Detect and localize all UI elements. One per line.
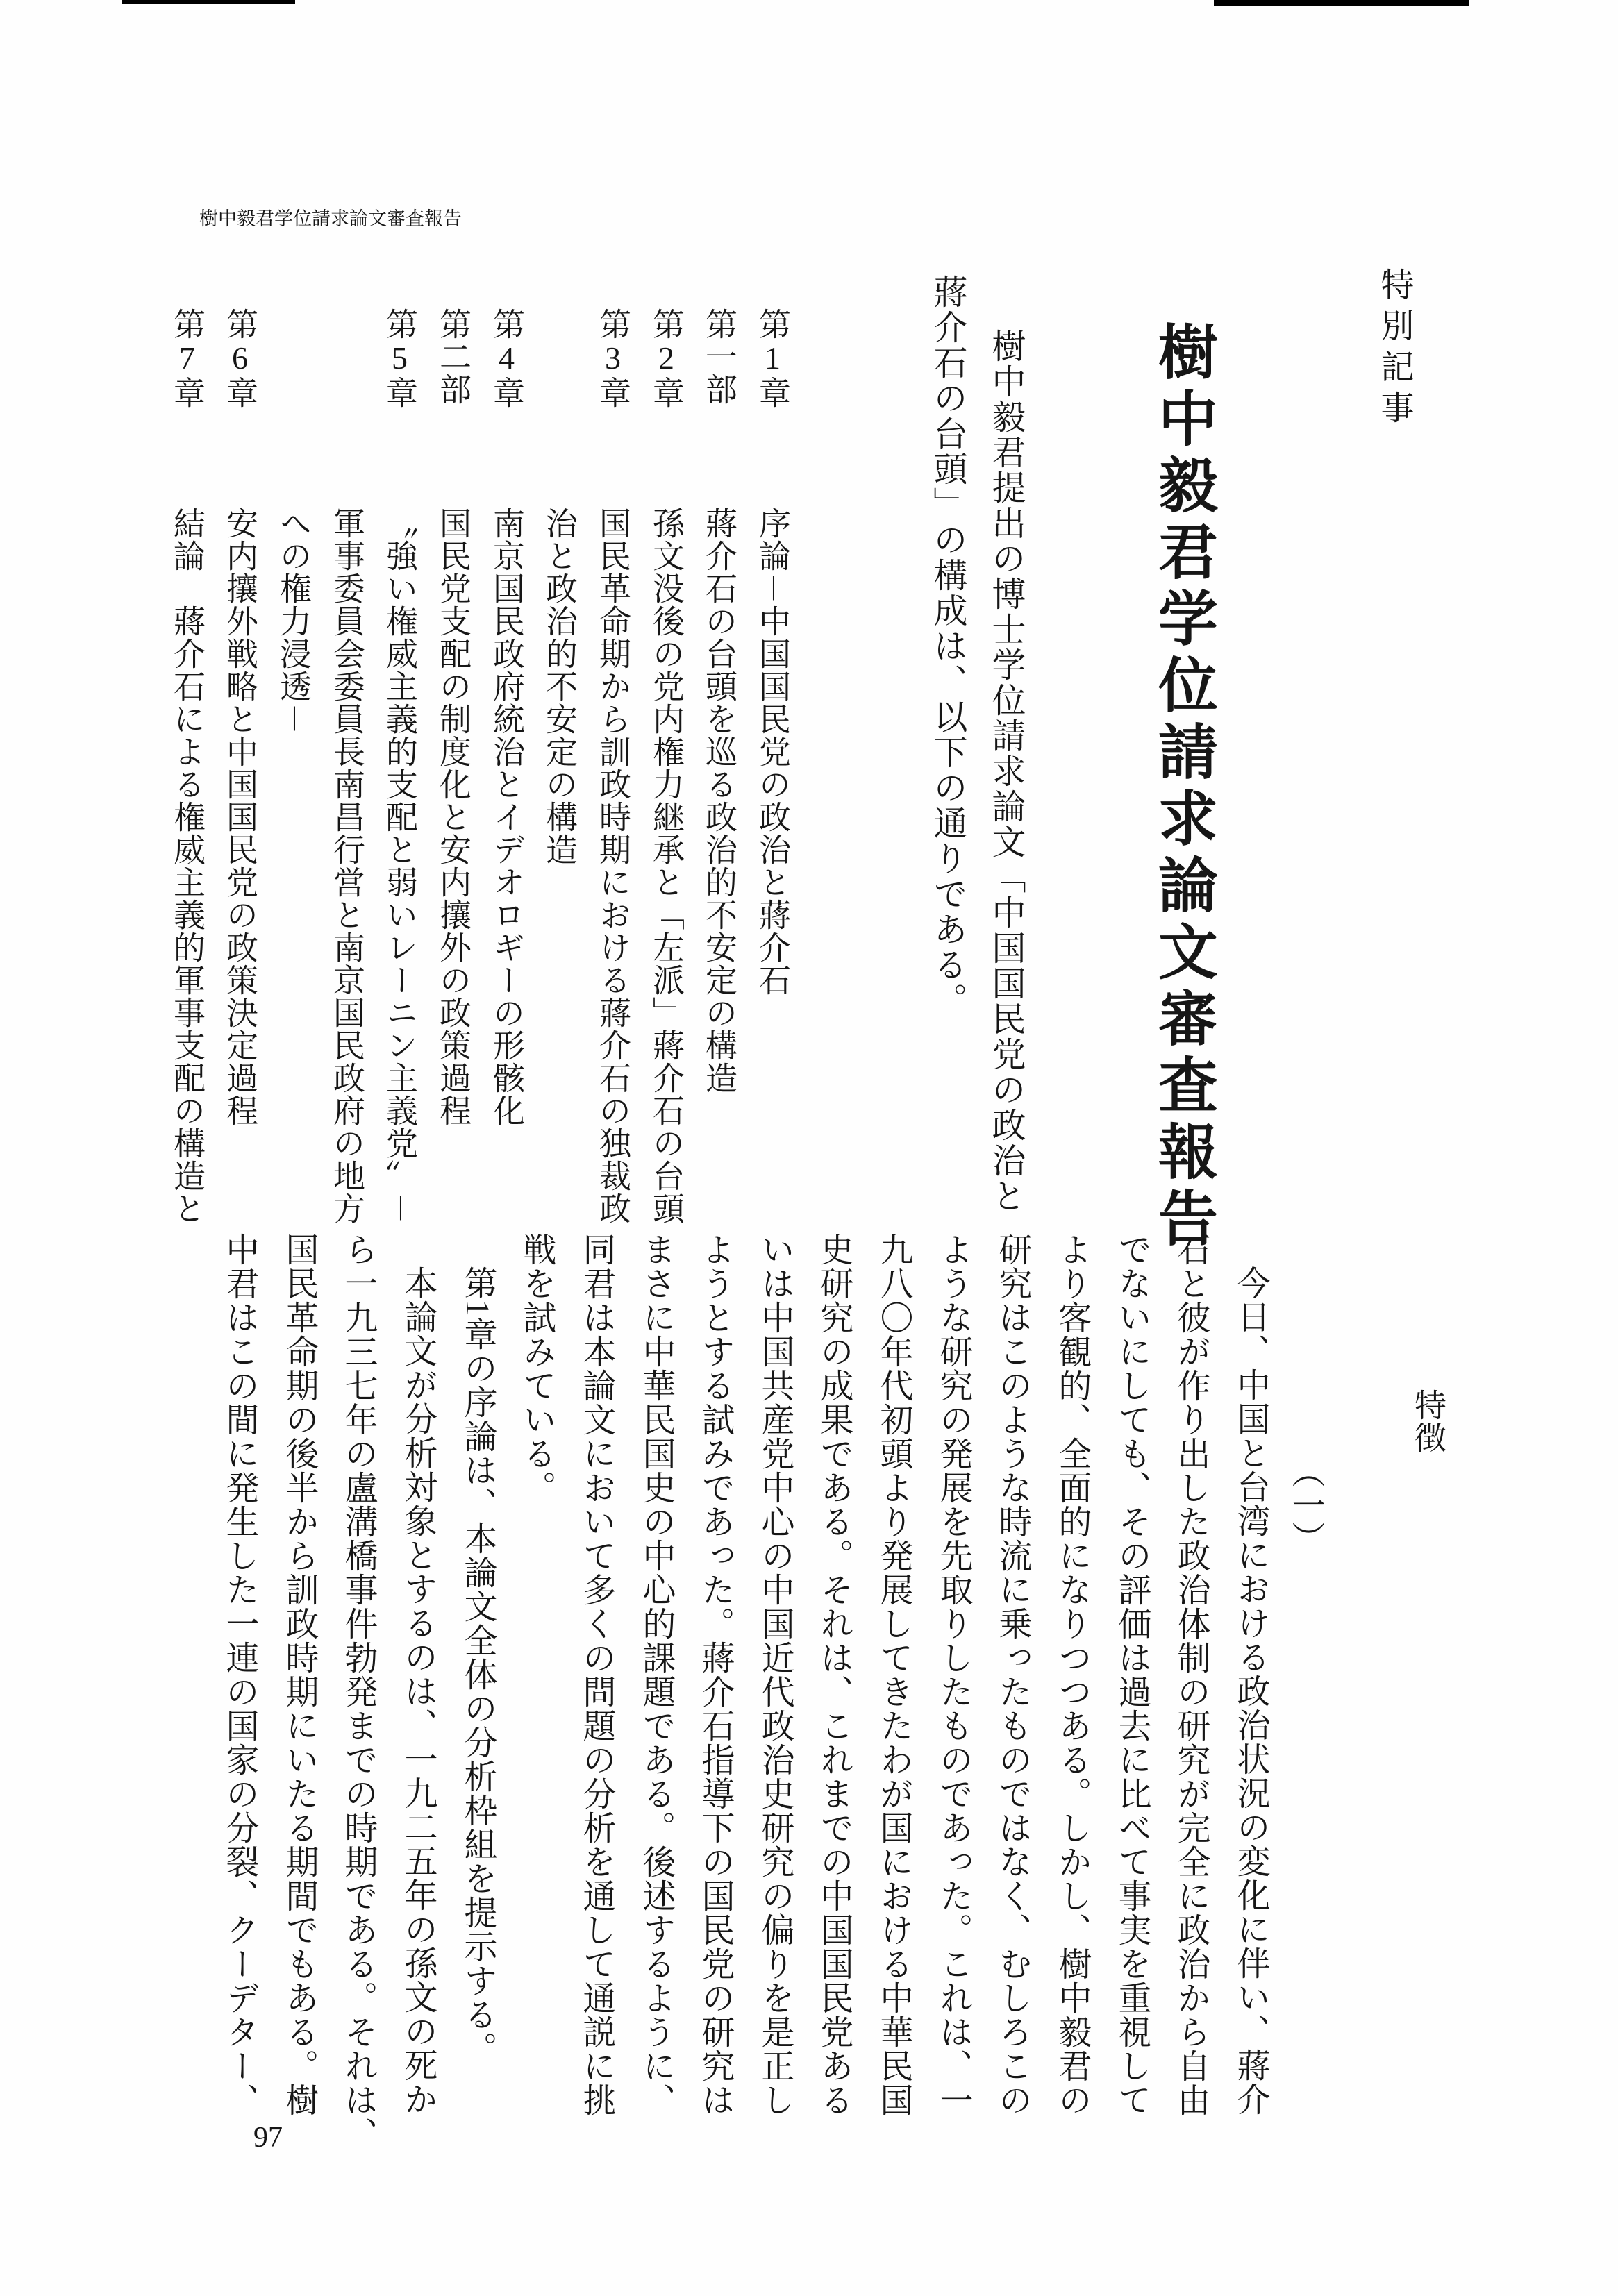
body-column: ような研究の発展を先取りしたものであった。これは、一 — [935, 1232, 971, 2117]
toc-chapter-number: 第3章 — [595, 308, 631, 409]
intro-line: 樹中毅君提出の博士学位請求論文「中国国民党の政治と — [987, 328, 1026, 1214]
body-column: 九八〇年代初頭より発展してきたわが国における中華民国 — [875, 1232, 912, 2117]
page-title: 樹中毅君学位請求論文審査報告 — [1149, 321, 1216, 1254]
toc-chapter-title: 安内攘外戦略と中国国民党の政策決定過程 — [222, 507, 258, 1127]
scan-artifact — [122, 0, 295, 4]
body-column: でないにしても、その評価は過去に比べて事実を重視して — [1113, 1232, 1150, 2117]
intro-line: 蔣介石の台頭」の構成は、以下の通りである。 — [929, 274, 967, 1018]
toc-chapter-number: 第4章 — [489, 308, 524, 409]
body-column: ら一九三七年の盧溝橋事件勃発までの時期である。それは、 — [340, 1232, 376, 2151]
body-column: 本論文が分析対象とするのは、一九二五年の孫文の死か — [399, 1266, 436, 2116]
masthead-section-label: 特別記事 — [1376, 267, 1412, 431]
toc-title-runover: 軍事委員会委員長南昌行営と南京国民政府の地方 — [329, 507, 365, 1225]
toc-chapter-number: 第7章 — [169, 308, 205, 409]
toc-part-number: 第二部 — [435, 308, 471, 405]
toc-part-number: 第一部 — [701, 308, 737, 405]
toc-chapter-title: 〝強い権威主義的支配と弱いレーニン主義党〟－ — [382, 507, 417, 1225]
body-column: 戦を試みている。 — [518, 1232, 555, 1505]
body-column: 史研究の成果である。それは、これまでの中国国民党ある — [815, 1232, 852, 2117]
body-column: まさに中華民国史の中心的課題である。後述するように、 — [637, 1232, 674, 2117]
scan-artifact — [1214, 0, 1469, 6]
body-column: ようとする試みであった。蔣介石指導下の国民党の研究は — [697, 1232, 733, 2117]
body-column: 第1章の序論は、本論文全体の分析枠組を提示する。 — [459, 1266, 496, 2065]
body-column: より客観的、全面的になりつつある。しかし、樹中毅君の — [1053, 1232, 1090, 2117]
body-column: 石と彼が作り出した政治体制の研究が完全に政治から自由 — [1172, 1232, 1209, 2117]
body-column: 今日、中国と台湾における政治状況の変化に伴い、蔣介 — [1232, 1266, 1269, 2116]
page-number: 97 — [253, 2122, 283, 2154]
body-column: いは中国共産党中心の中国近代政治史研究の偏りを是正し — [756, 1232, 793, 2117]
toc-chapter-number: 第6章 — [222, 308, 258, 409]
toc-chapter-number: 第5章 — [382, 308, 417, 409]
toc-chapter-title: 結論 蔣介石による権威主義的軍事支配の構造と — [169, 507, 205, 1225]
toc-part-title: 国民党支配の制度化と安内攘外の政策過程 — [435, 507, 471, 1127]
toc-chapter-number: 第2章 — [649, 308, 684, 409]
toc-chapter-title: 南京国民政府統治とイデオロギーの形骸化 — [489, 507, 524, 1127]
running-head: 樹中毅君学位請求論文審査報告 — [199, 208, 462, 229]
body-column: 国民革命期の後半から訓政時期にいたる期間でもある。樹 — [281, 1232, 317, 2117]
toc-chapter-title: 孫文没後の党内権力継承と「左派」蔣介石の台頭 — [649, 507, 684, 1225]
body-column: 研究はこのような時流に乗ったものではなく、むしろこの — [994, 1232, 1031, 2117]
section-marker: （一） — [1287, 1455, 1324, 1555]
toc-title-runover: への権力浸透－ — [276, 507, 311, 735]
toc-chapter-number: 第1章 — [755, 308, 790, 409]
toc-title-runover-tail: 特徴 — [1410, 1389, 1446, 1454]
body-column: 同君は本論文において多くの問題の分析を通して通説に挑 — [578, 1232, 615, 2117]
toc-title-runover: 治と政治的不安定の構造 — [542, 507, 577, 866]
toc-chapter-title: 序論－中国国民党の政治と蔣介石 — [755, 507, 790, 996]
body-column: 中君はこの間に発生した一連の国家の分裂、クーデター、 — [221, 1232, 258, 2117]
toc-chapter-title: 国民革命期から訓政時期における蔣介石の独裁政 — [595, 507, 631, 1225]
toc-part-title: 蔣介石の台頭を巡る政治的不安定の構造 — [701, 507, 737, 1094]
